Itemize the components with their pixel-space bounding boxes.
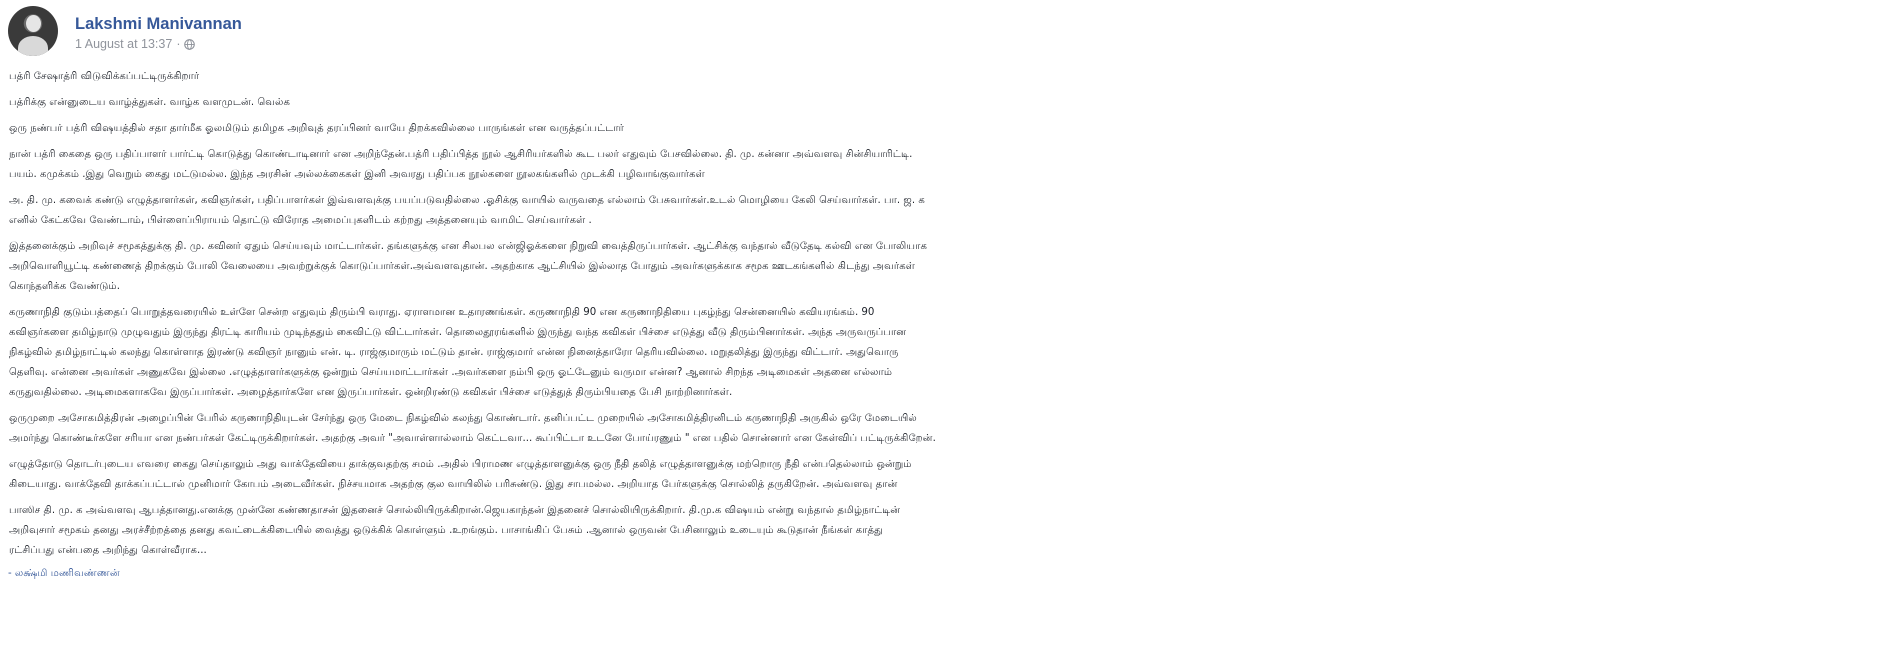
paragraph-line: அ. தி. மு. கவைக் கண்டு எழுத்தாளர்கள், கவிஞர்கள், பதிப்பாளர்கள் இவ்வளவுக்கு பயப்படுவதில்லை .ஓசிக்கு வாயில் வருவதை எல்லாம் பேசுவார்கள்.உடல் மொழியை கேலி செய்வார்கள். பா. ஜ. க <box>9 195 925 206</box>
post-paragraph <box>9 455 1871 495</box>
paragraph-line: அறிவுசார் சமூகம் தனது அரச்சீற்றத்தை தனது கவட்டைக்கிடையில் வைத்து ஒடுக்கிக் கொள்ளும் .உறங்கும். பாசாங்கிப் பேசும் .ஆனால் ஒருவன் பேசினாலும் உடையும் கூடுதான் நீங்கள் காத்து <box>9 525 883 536</box>
signature-link[interactable]: - லக்ஷ்மி மணிவண்ணன் <box>8 568 120 579</box>
post-subline <box>75 37 242 52</box>
paragraph-line: நான் பத்ரி கைதை ஒரு பதிப்பாளர் பார்ட்டி கொடுத்து கொண்டாடினார் என அறிந்தேன்.பத்ரி பதிப்பித்த நூல் ஆசிரியர்களில் கூட பலர் எதுவும் பேசவில்லை. தி. மு. கன்னா அவ்வளவு சின்சியாரிட்டி. <box>9 149 913 160</box>
paragraph-line: ரட்சிப்பது என்பதை அறிந்து கொள்வீராக... <box>9 545 207 556</box>
paragraph-line: கருதுவதில்லை. அடிமைகளாகவே இருப்பார்கள். அழைத்தார்களே என இருப்பார்கள். ஒன்றிரண்டு கவிகள் பிச்சை எடுத்துத் திரும்பியதை பேசி நாற்றினார்கள். <box>9 387 733 398</box>
paragraph-line: நிகழ்வில் தமிழ்நாட்டில் கலந்து கொள்ளாத இரண்டு கவிஞர் நானும் என். டி. ராஜ்குமாரும் மட்டும் தான். ராஜ்குமார் என்ன நினைத்தாரோ தெரியவில்லை. மறுதலித்து இருந்து விட்டார். அதுவொரு <box>9 347 899 358</box>
separator-dot: · <box>176 37 181 51</box>
globe-icon[interactable] <box>184 39 195 50</box>
paragraph-line: இத்தனைக்கும் அறிவுச் சமூகத்துக்கு தி. மு. கவினர் ஏதும் செய்யவும் மாட்டார்கள். தங்களுக்கு என சிலபல என்ஜிஓக்களை நிறுவி வைத்திருப்பார்கள். ஆட்சிக்கு வந்தால் வீடுதேடி கல்வி என போலியாக <box>9 241 928 252</box>
paragraph-line: தெளிவு. என்னை அவர்கள் அணுகவே இல்லை .எழுத்தாளர்களுக்கு ஒன்றும் செய்யமாட்டார்கள் .அவர்களை நம்பி ஒரு ஓட்டேனும் வருமா என்ன? ஆனால் சிறந்த அடிமைகள் அதனை எல்லாம் <box>9 367 893 378</box>
post-paragraph <box>9 191 1871 231</box>
paragraph-line: பத்ரிக்கு என்னுடைய வாழ்த்துகள். வாழ்க வளமுடன். வெல்க <box>9 97 290 108</box>
paragraph-line: எனில் கேட்கவே வேண்டாம், பிள்ளைப்பிராயம் தொட்டு விரோத அமைப்புகளிடம் கற்றது அத்தனையும் வாமிட் செய்வார்கள் . <box>9 215 592 226</box>
post-header <box>8 6 1871 58</box>
paragraph-line: கொந்தளிக்க வேண்டும். <box>9 281 120 292</box>
paragraph-line: கவிஞர்களை தமிழ்நாடு முழுவதும் இருந்து திரட்டி காரியம் முடிந்ததும் கைவிட்டு விட்டார்கள். தொலைதூரங்களில் இருந்து வந்த கவிகள் பிச்சை எடுத்து வீடு திரும்பினார்கள். அந்த அருவருப்பான <box>9 327 907 338</box>
author-name-link[interactable]: Lakshmi Manivannan <box>75 15 242 33</box>
paragraph-line: பயம். கமுக்கம் .இது வெறும் கைது மட்டுமல்ல. இந்த அரசின் அல்லக்கைகள் இனி அவரது பதிப்பக நூல்களை நூலகங்களில் முடக்கி பழிவாங்குவார்கள் <box>9 169 705 180</box>
paragraph-line: கருணாநிதி குடும்பத்தைப் பொறுத்தவரையில் உள்ளே சென்ற எதுவும் திரும்பி வராது. ஏராளமான உதாரணங்கள். கருணாநிதி 90 என கருணாநிதியை புகழ்ந்து சென்னையில் கவியரங்கம். 90 <box>9 307 875 318</box>
post-paragraph <box>9 145 1871 185</box>
post-body <box>8 67 1871 561</box>
post-meta <box>75 15 242 52</box>
post-paragraph <box>9 119 1871 139</box>
post-paragraph <box>9 409 1871 449</box>
paragraph-line: பாஸிச தி. மு. க அவ்வளவு ஆபத்தானது.எனக்கு முன்னே கண்ணதாசன் இதனைச் சொல்லியிருக்கிறான்.ஜெயகாந்தன் இதனைச் சொல்லியிருக்கிறார். தி.மு.க விஷயம் என்று வந்தால் தமிழ்நாட்டின் <box>9 505 901 516</box>
paragraph-line: கிடையாது. வாக்தேவி தாக்கப்பட்டால் முனிமார் கோபம் அடைவீர்கள். நிச்சயமாக அதற்கு குல வாயிலில் பரிசுண்டு. இது சாபமல்ல. அறியாத பேர்களுக்கு சொல்லித் தருகிறேன். அவ்வளவு தான் <box>9 479 898 490</box>
post-paragraph <box>9 303 1871 403</box>
post-timestamp[interactable]: 1 August at 13:37 <box>75 37 173 51</box>
paragraph-line: எழுத்தோடு தொடர்புடைய எவரை கைது செய்தாலும் அது வாக்தேவியை தாக்குவதற்கு சமம் .அதில் பிராமண எழுத்தாளனுக்கு ஒரு நீதி தலித் எழுத்தாளனுக்கு மற்றொரு நீதி என்பதெல்லாம் ஒன்றும் <box>9 459 912 470</box>
paragraph-line: பத்ரி சேஷாத்ரி விடுவிக்கப்பட்டிருக்கிறார் <box>9 71 200 82</box>
post-paragraph <box>9 67 1871 87</box>
post-paragraph <box>9 501 1871 561</box>
paragraph-line: ஒரு நண்பர் பத்ரி விஷயத்தில் சதா தார்மீக ஓலமிடும் தமிழக அறிவுத் தரப்பினர் வாயே திறக்கவில்லை பாருங்கள் என வருத்தப்பட்டார் <box>9 123 624 134</box>
post-paragraph <box>9 93 1871 113</box>
paragraph-line: ஒருமுறை அசோகமித்திரன் அழைப்பின் பேரில் கருணாநிதியுடன் சேர்ந்து ஒரு மேடை நிகழ்வில் கலந்து கொண்டார். தனிப்பட்ட முறையில் அசோகமித்திரனிடம் கருணாநிதி அருகில் ஒரே மேடையில் <box>9 413 917 424</box>
paragraph-line: அறிவொளியூட்டி கண்ணைத் திறக்கும் போலி வேலையை அவற்றுக்குக் கொடுப்பார்கள்.அவ்வளவுதான். அதற்காக ஆட்சியில் இல்லாத போதும் அவர்களுக்காக சமூக ஊடகங்களில் கிடந்து அவர்கள் <box>9 261 915 272</box>
post-paragraph <box>9 237 1871 297</box>
author-avatar[interactable] <box>8 6 58 56</box>
paragraph-line: அமர்ந்து கொண்டீர்களே சரியா என நண்பர்கள் கேட்டிருக்கிறார்கள். அதற்கு அவர் "அவாள்ளால்லாம் கெட்டவா... கூப்பிட்டா உடனே போய்ரணும் " என பதில் சொன்னார் என கேள்விப் பட்டிருக்கிறேன். <box>9 433 936 444</box>
